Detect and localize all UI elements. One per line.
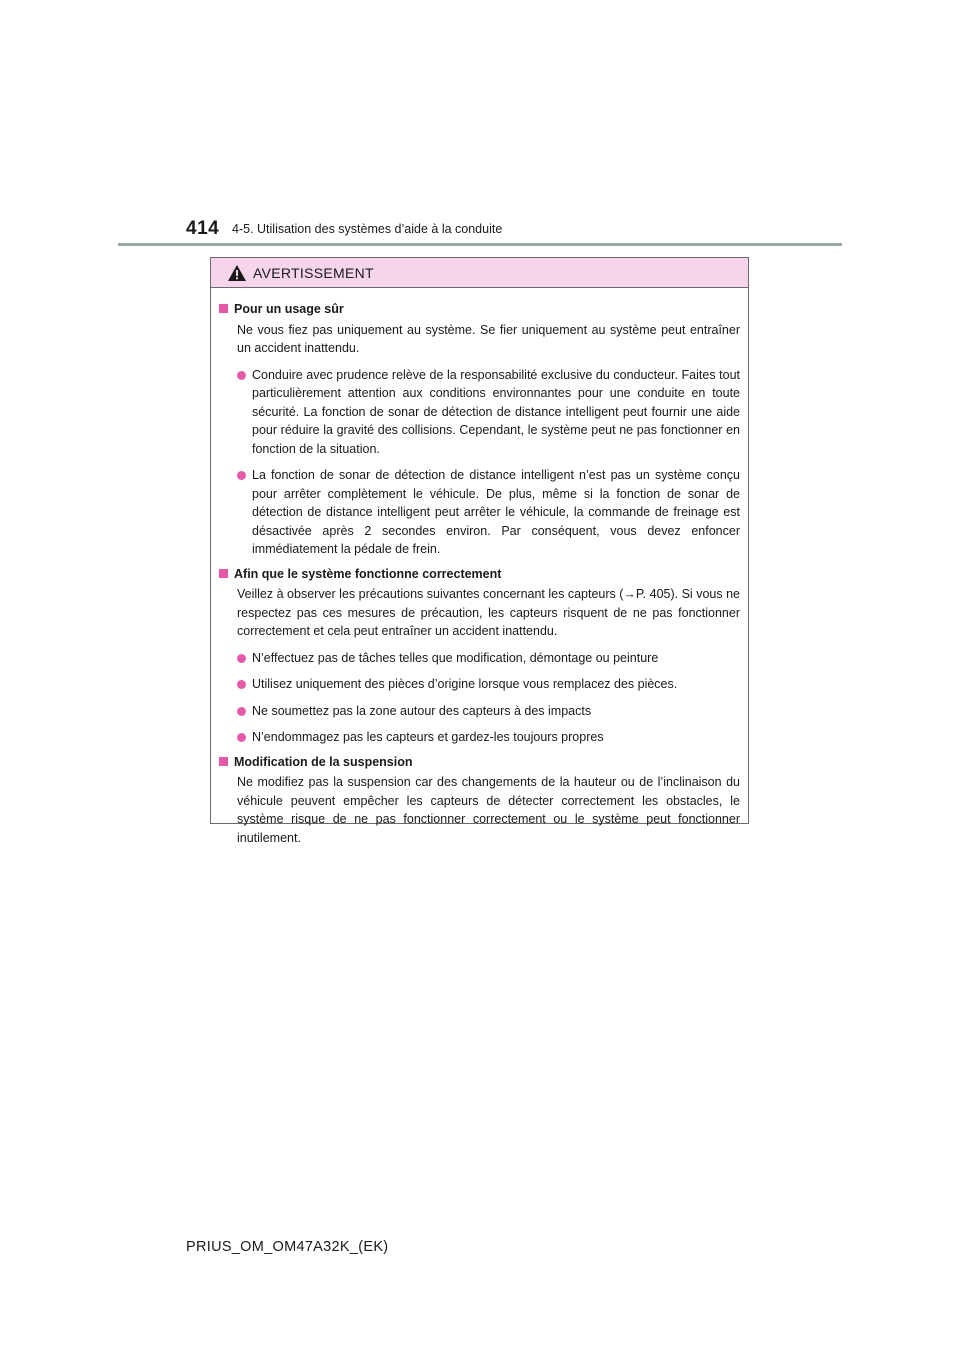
warning-body [211, 288, 748, 847]
warning-title: AVERTISSEMENT [253, 264, 374, 281]
list-item-text: Utilisez uniquement des pièces d’origine lorsque vous remplacez des pièces. [252, 677, 678, 691]
section-paragraph: Veillez à observer les précautions suivantes concernant les capteurs (→P. 405). Si vous ne respectez pas ces mesures de précaution, les capteurs risquent de ne pas fonctionner correctement et cela peut entraîner un accident inattendu. [237, 587, 740, 638]
list-item-text: Conduire avec prudence relève de la responsabilité exclusive du conducteur. Faites tout particulièrement attention aux conditions environnantes pour une conduite en toute sécurité. La fonction de sonar de détection de distance intelligent peut fournir une aide pour réduire la gravité des collisions. Cependant, le système peut ne pas fonctionner en fonction de la situation. [252, 367, 740, 456]
list-item [237, 649, 740, 668]
section-heading-text: Modification de la suspension [234, 754, 413, 769]
circle-bullet-icon [237, 707, 246, 716]
circle-bullet-icon [237, 371, 246, 380]
section-paragraph: Ne modifiez pas la suspension car des changements de la hauteur ou de l’inclinaison du véhicule peuvent empêcher les capteurs de détecter correctement les obstacles, le système risque de ne pas fonctionner correctement ou le système peut fonctionner inutilement. [237, 775, 740, 845]
list-item-text: N’endommagez pas les capteurs et gardez-les toujours propres [252, 730, 604, 744]
list-item [237, 728, 740, 747]
circle-bullet-icon [237, 733, 246, 742]
square-bullet-icon [219, 304, 228, 313]
circle-bullet-icon [237, 680, 246, 689]
document-code: PRIUS_OM_OM47A32K_(EK) [186, 1239, 389, 1255]
circle-bullet-icon [237, 654, 246, 663]
section-paragraph: Ne vous fiez pas uniquement au système. Se fier uniquement au système peut entraîner un accident inattendu. [237, 322, 740, 355]
section-heading-text: Pour un usage sûr [234, 302, 344, 316]
warning-triangle-icon [227, 264, 247, 282]
section-heading-text: Afin que le système fonctionne correctement [234, 566, 502, 581]
page-number: 414 [186, 218, 220, 239]
list-item-text: La fonction de sonar de détection de distance intelligent n’est pas un système conçu pour arrêter complètement le véhicule. De plus, même si la fonction de sonar de détection de distance intelligent peut arrêter le véhicule, la commande de freinage est désactivée après 2 secondes environ. Par conséquent, vous devez enfoncer immédiatement la pédale de frein. [252, 468, 740, 556]
square-bullet-icon [219, 569, 228, 578]
list-item-text: Ne soumettez pas la zone autour des capteurs à des impacts [252, 703, 592, 718]
section-heading [219, 753, 740, 772]
list-item [237, 466, 740, 559]
circle-bullet-icon [237, 471, 246, 480]
section-heading [219, 565, 740, 584]
list-item [237, 702, 740, 721]
list-item [237, 366, 740, 459]
section-heading [219, 300, 740, 319]
list-item-text: N’effectuez pas de tâches telles que modification, démontage ou peinture [252, 650, 659, 665]
square-bullet-icon [219, 757, 228, 766]
section-title: 4-5. Utilisation des systèmes d’aide à la conduite [232, 222, 503, 236]
warning-box [210, 257, 749, 845]
warning-header [211, 258, 748, 288]
list-item [237, 675, 740, 694]
header-rule [118, 243, 842, 246]
